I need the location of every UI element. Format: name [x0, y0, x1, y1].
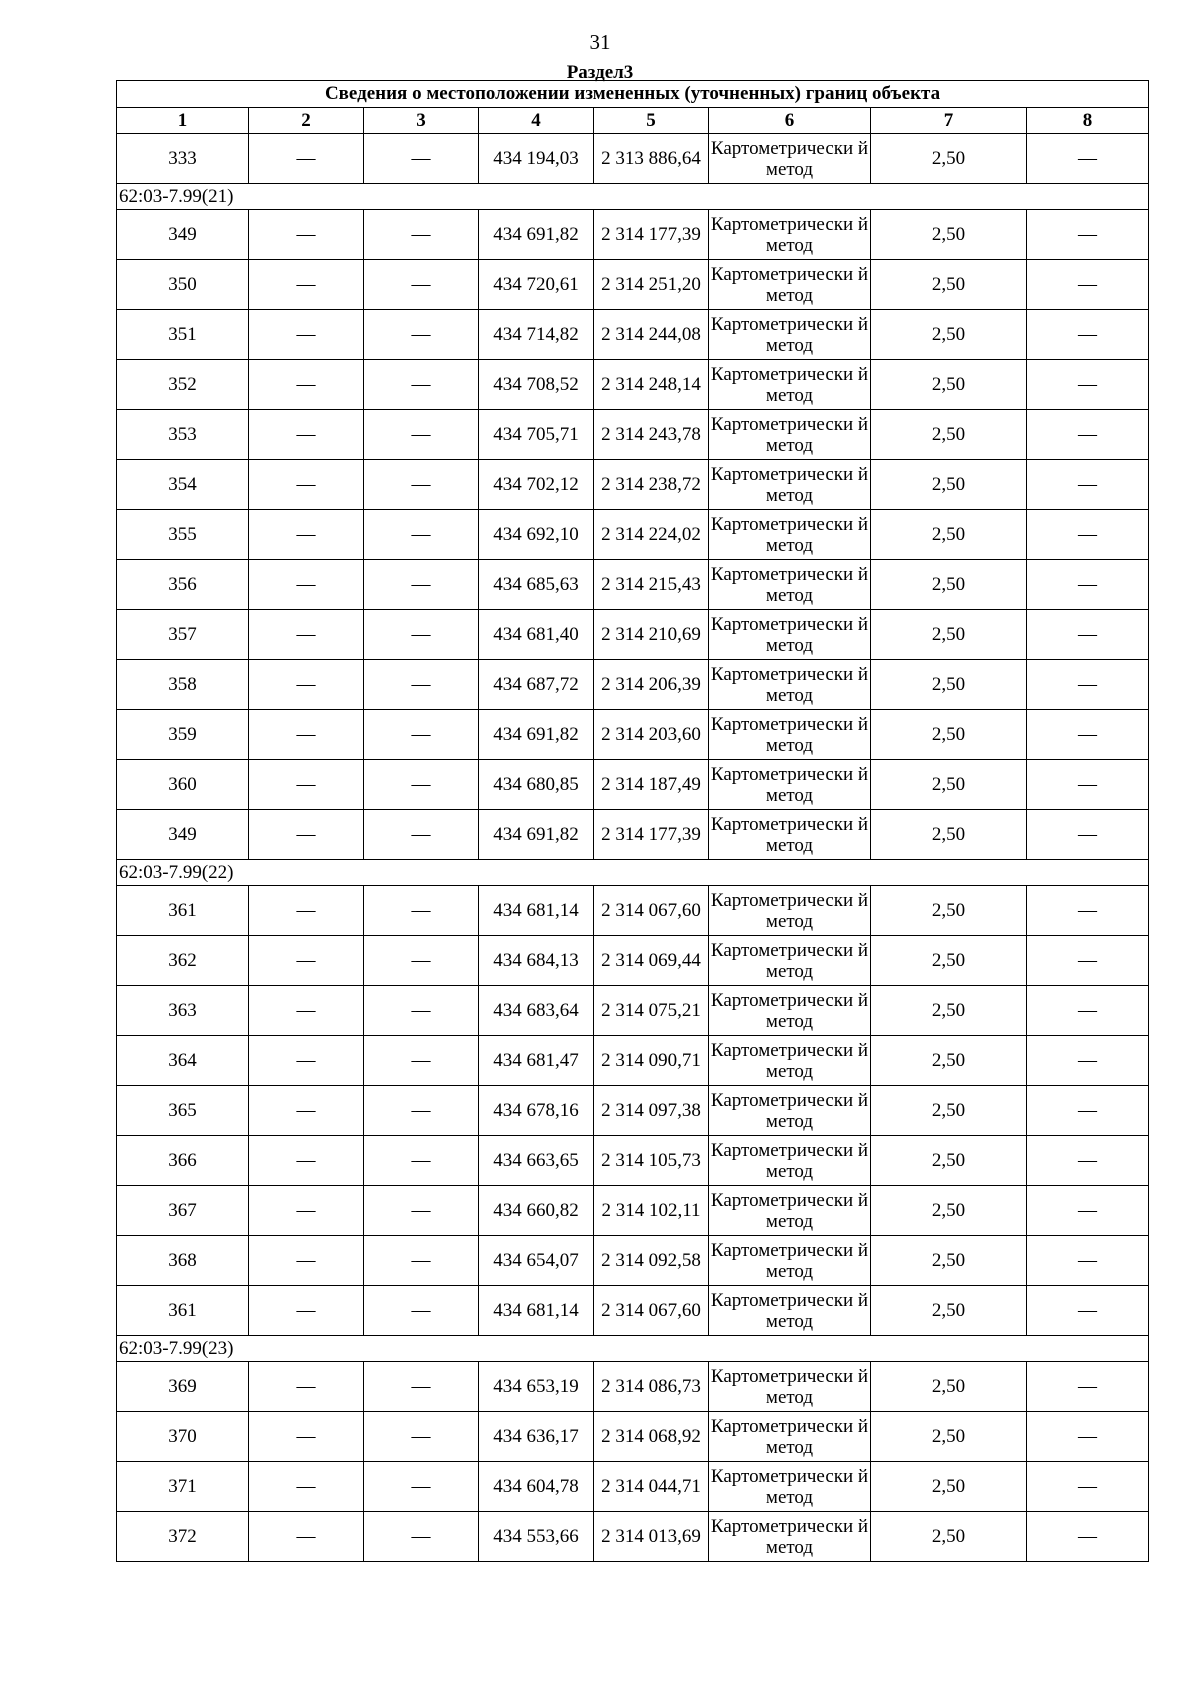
table-cell: 353	[117, 410, 249, 460]
table-cell: 434 678,16	[479, 1086, 594, 1136]
table-cell: —	[1027, 510, 1149, 560]
table-cell: —	[364, 886, 479, 936]
table-cell: —	[364, 660, 479, 710]
table-cell: 364	[117, 1036, 249, 1086]
table-row	[117, 210, 1149, 260]
table-cell: 349	[117, 210, 249, 260]
table-cell: —	[249, 1136, 364, 1186]
table-cell: 2 314 092,58	[594, 1236, 709, 1286]
table-cell: 372	[117, 1512, 249, 1562]
table-cell: Картометрически й метод	[709, 760, 871, 810]
table-cell: —	[1027, 410, 1149, 460]
table-cell: Картометрически й метод	[709, 410, 871, 460]
table-cell: 2 314 105,73	[594, 1136, 709, 1186]
table-cell: 352	[117, 360, 249, 410]
table-cell: 434 681,14	[479, 886, 594, 936]
table-cell: 365	[117, 1086, 249, 1136]
table-row	[117, 460, 1149, 510]
table-cell: 2,50	[871, 510, 1027, 560]
table-cell: —	[364, 460, 479, 510]
group-label: 62:03-7.99(21)	[117, 184, 1149, 210]
table-cell: —	[1027, 760, 1149, 810]
table-row	[117, 936, 1149, 986]
table-row	[117, 1136, 1149, 1186]
table-cell: 434 681,47	[479, 1036, 594, 1086]
table-cell: Картометрически й метод	[709, 1086, 871, 1136]
table-cell: 2,50	[871, 1462, 1027, 1512]
table-row	[117, 1412, 1149, 1462]
table-cell: 2,50	[871, 1036, 1027, 1086]
table-cell: 2 314 187,49	[594, 760, 709, 810]
table-cell: 2 314 251,20	[594, 260, 709, 310]
group-label: 62:03-7.99(23)	[117, 1336, 1149, 1362]
table-cell: —	[249, 360, 364, 410]
table-row	[117, 260, 1149, 310]
table-cell: —	[364, 1086, 479, 1136]
table-cell: —	[249, 1086, 364, 1136]
table-cell: —	[249, 1236, 364, 1286]
table-cell: 362	[117, 936, 249, 986]
table-cell: Картометрически й метод	[709, 660, 871, 710]
table-cell: —	[1027, 660, 1149, 710]
table-cell: —	[364, 1462, 479, 1512]
table-row	[117, 660, 1149, 710]
table-cell: —	[364, 760, 479, 810]
table-row	[117, 810, 1149, 860]
table-cell: 434 692,10	[479, 510, 594, 560]
table-cell: 434 683,64	[479, 986, 594, 1036]
table-cell: Картометрически й метод	[709, 260, 871, 310]
table-cell: —	[364, 1286, 479, 1336]
table-cell: —	[249, 1512, 364, 1562]
table-cell: 434 194,03	[479, 134, 594, 184]
table-cell: 434 685,63	[479, 560, 594, 610]
table-cell: —	[249, 1412, 364, 1462]
table-cell: 2,50	[871, 1136, 1027, 1186]
table-cell: 2,50	[871, 760, 1027, 810]
column-header: 6	[709, 108, 871, 134]
table-cell: —	[364, 1512, 479, 1562]
table-cell: 2 314 097,38	[594, 1086, 709, 1136]
table-cell: 2 314 090,71	[594, 1036, 709, 1086]
table-cell: Картометрически й метод	[709, 134, 871, 184]
table-cell: —	[364, 1412, 479, 1462]
column-header: 8	[1027, 108, 1149, 134]
table-cell: 367	[117, 1186, 249, 1236]
table-row	[117, 710, 1149, 760]
column-header: 7	[871, 108, 1027, 134]
table-cell: 2 314 210,69	[594, 610, 709, 660]
table-cell: —	[249, 810, 364, 860]
table-cell: —	[364, 710, 479, 760]
table-cell: —	[1027, 360, 1149, 410]
table-cell: —	[364, 1136, 479, 1186]
table-cell: 434 604,78	[479, 1462, 594, 1512]
table-cell: 2 314 044,71	[594, 1462, 709, 1512]
table-cell: —	[249, 1036, 364, 1086]
table-row	[117, 1186, 1149, 1236]
table-cell: Картометрически й метод	[709, 460, 871, 510]
table-cell: 371	[117, 1462, 249, 1512]
table-cell: 2 314 067,60	[594, 886, 709, 936]
table-cell: —	[364, 810, 479, 860]
table-cell: 434 654,07	[479, 1236, 594, 1286]
table-cell: 2 314 206,39	[594, 660, 709, 710]
table-cell: 2 314 248,14	[594, 360, 709, 410]
group-label: 62:03-7.99(22)	[117, 860, 1149, 886]
table-cell: —	[1027, 260, 1149, 310]
table-cell: Картометрически й метод	[709, 610, 871, 660]
table-cell: 2,50	[871, 360, 1027, 410]
table-cell: 359	[117, 710, 249, 760]
table-cell: 356	[117, 560, 249, 610]
table-cell: —	[1027, 710, 1149, 760]
table-cell: 434 702,12	[479, 460, 594, 510]
table-cell: —	[364, 1236, 479, 1286]
table-cell: Картометрически й метод	[709, 710, 871, 760]
table-cell: 2 314 102,11	[594, 1186, 709, 1236]
column-header: 1	[117, 108, 249, 134]
table-cell: —	[249, 410, 364, 460]
table-cell: Картометрически й метод	[709, 310, 871, 360]
table-cell: 2 314 086,73	[594, 1362, 709, 1412]
table-row	[117, 1512, 1149, 1562]
table-cell: —	[1027, 560, 1149, 610]
table-row	[117, 986, 1149, 1036]
table-row	[117, 760, 1149, 810]
table-cell: —	[249, 710, 364, 760]
group-row	[117, 860, 1149, 886]
table-cell: —	[1027, 1186, 1149, 1236]
table-cell: 2 314 215,43	[594, 560, 709, 610]
table-cell: 2,50	[871, 210, 1027, 260]
table-cell: 2 314 238,72	[594, 460, 709, 510]
table-cell: 434 553,66	[479, 1512, 594, 1562]
table-cell: Картометрически й метод	[709, 360, 871, 410]
table-cell: 434 705,71	[479, 410, 594, 460]
table-cell: —	[1027, 460, 1149, 510]
table-cell: 360	[117, 760, 249, 810]
table-cell: 434 691,82	[479, 210, 594, 260]
table-row	[117, 886, 1149, 936]
table-cell: 2,50	[871, 460, 1027, 510]
table-cell: 361	[117, 1286, 249, 1336]
table-cell: 2,50	[871, 710, 1027, 760]
table-cell: 363	[117, 986, 249, 1036]
table-row	[117, 510, 1149, 560]
table-cell: 2,50	[871, 1412, 1027, 1462]
table-cell: —	[1027, 1136, 1149, 1186]
table-cell: 350	[117, 260, 249, 310]
table-cell: Картометрически й метод	[709, 1136, 871, 1186]
table-cell: 434 720,61	[479, 260, 594, 310]
table-cell: 2 313 886,64	[594, 134, 709, 184]
table-cell: —	[1027, 986, 1149, 1036]
table-cell: —	[249, 936, 364, 986]
table-row	[117, 1036, 1149, 1086]
table-cell: —	[364, 360, 479, 410]
table-cell: Картометрически й метод	[709, 560, 871, 610]
table-row	[117, 1086, 1149, 1136]
table-cell: Картометрически й метод	[709, 886, 871, 936]
table-cell: —	[249, 660, 364, 710]
table-cell: —	[1027, 1086, 1149, 1136]
table-cell: 434 663,65	[479, 1136, 594, 1186]
table-cell: —	[249, 610, 364, 660]
table-cell: 2 314 244,08	[594, 310, 709, 360]
table-cell: 2,50	[871, 260, 1027, 310]
table-cell: —	[1027, 1412, 1149, 1462]
table-cell: 2,50	[871, 410, 1027, 460]
table-cell: Картометрически й метод	[709, 1186, 871, 1236]
table-cell: 369	[117, 1362, 249, 1412]
table-cell: —	[1027, 1462, 1149, 1512]
table-cell: 2,50	[871, 986, 1027, 1036]
table-cell: 355	[117, 510, 249, 560]
column-header: 2	[249, 108, 364, 134]
table-cell: 351	[117, 310, 249, 360]
table-cell: —	[364, 560, 479, 610]
table-cell: —	[364, 210, 479, 260]
table-row	[117, 1286, 1149, 1336]
table-row	[117, 1362, 1149, 1412]
table-cell: 2 314 177,39	[594, 210, 709, 260]
table-cell: 2,50	[871, 1186, 1027, 1236]
table-cell: 368	[117, 1236, 249, 1286]
table-cell: —	[249, 260, 364, 310]
table-cell: —	[1027, 936, 1149, 986]
table-cell: Картометрически й метод	[709, 986, 871, 1036]
table-cell: 2,50	[871, 1512, 1027, 1562]
table-cell: —	[249, 986, 364, 1036]
table-cell: 333	[117, 134, 249, 184]
table-cell: 366	[117, 1136, 249, 1186]
table-cell: Картометрически й метод	[709, 210, 871, 260]
page-number: 31	[589, 30, 611, 54]
table-cell: —	[249, 760, 364, 810]
table-cell: —	[1027, 810, 1149, 860]
table-cell: —	[364, 1036, 479, 1086]
table-row	[117, 1462, 1149, 1512]
table-cell: 361	[117, 886, 249, 936]
table-cell: —	[364, 986, 479, 1036]
table-cell: —	[364, 1362, 479, 1412]
table-cell: —	[249, 560, 364, 610]
table-cell: 2,50	[871, 610, 1027, 660]
table-cell: 434 636,17	[479, 1412, 594, 1462]
table-cell: —	[249, 210, 364, 260]
table-cell: 2 314 013,69	[594, 1512, 709, 1562]
table-cell: —	[364, 610, 479, 660]
table-cell: —	[1027, 1236, 1149, 1286]
table-cell: Картометрически й метод	[709, 936, 871, 986]
table-cell: —	[364, 510, 479, 560]
table-cell: 434 691,82	[479, 710, 594, 760]
table-cell: Картометрически й метод	[709, 1236, 871, 1286]
table-cell: 2 314 069,44	[594, 936, 709, 986]
table-cell: —	[249, 510, 364, 560]
table-cell: 2 314 068,92	[594, 1412, 709, 1462]
table-body	[117, 134, 1149, 1562]
table-cell: —	[364, 1186, 479, 1236]
table-title: Сведения о местоположении измененных (уточненных) границ объекта	[117, 81, 1149, 108]
table-row	[117, 1236, 1149, 1286]
table-cell: 2,50	[871, 1362, 1027, 1412]
table-cell: 434 681,14	[479, 1286, 594, 1336]
boundary-table	[116, 80, 1149, 1562]
table-cell: —	[249, 886, 364, 936]
table-row	[117, 310, 1149, 360]
table-cell: 2 314 203,60	[594, 710, 709, 760]
table-cell: —	[249, 1286, 364, 1336]
column-header: 5	[594, 108, 709, 134]
table-cell: —	[1027, 1036, 1149, 1086]
table-cell: —	[364, 310, 479, 360]
table-cell: 434 653,19	[479, 1362, 594, 1412]
table-cell: 2 314 177,39	[594, 810, 709, 860]
table-cell: 2,50	[871, 936, 1027, 986]
table-cell: 434 681,40	[479, 610, 594, 660]
section-label: Раздел3	[566, 62, 634, 83]
table-cell: —	[364, 936, 479, 986]
group-row	[117, 1336, 1149, 1362]
table-cell: —	[249, 1362, 364, 1412]
table-cell: 370	[117, 1412, 249, 1462]
table-cell: 2,50	[871, 1286, 1027, 1336]
table-cell: 2,50	[871, 1086, 1027, 1136]
table-cell: 434 708,52	[479, 360, 594, 410]
table-cell: Картометрически й метод	[709, 1512, 871, 1562]
table-cell: 2,50	[871, 810, 1027, 860]
table-cell: —	[249, 1186, 364, 1236]
table-cell: 2 314 075,21	[594, 986, 709, 1036]
table-cell: 2,50	[871, 660, 1027, 710]
group-row	[117, 184, 1149, 210]
table-cell: —	[1027, 1512, 1149, 1562]
table-cell: 2,50	[871, 134, 1027, 184]
column-header: 4	[479, 108, 594, 134]
table-cell: —	[1027, 210, 1149, 260]
table-cell: —	[1027, 310, 1149, 360]
table-cell: Картометрически й метод	[709, 1036, 871, 1086]
table-cell: 2,50	[871, 886, 1027, 936]
table-row	[117, 410, 1149, 460]
table-cell: 2,50	[871, 1236, 1027, 1286]
table-cell: 434 680,85	[479, 760, 594, 810]
table-cell: —	[1027, 1286, 1149, 1336]
table-cell: 434 660,82	[479, 1186, 594, 1236]
table-cell: —	[249, 310, 364, 360]
table-cell: 2,50	[871, 310, 1027, 360]
table-cell: —	[1027, 134, 1149, 184]
table-cell: Картометрически й метод	[709, 810, 871, 860]
column-header-row	[117, 108, 1149, 134]
table-cell: —	[249, 1462, 364, 1512]
column-header: 3	[364, 108, 479, 134]
table-row	[117, 610, 1149, 660]
table-cell: —	[249, 134, 364, 184]
table-cell: Картометрически й метод	[709, 1362, 871, 1412]
table-row	[117, 134, 1149, 184]
table-cell: 434 687,72	[479, 660, 594, 710]
table-cell: 434 691,82	[479, 810, 594, 860]
table-cell: —	[1027, 1362, 1149, 1412]
table-cell: —	[1027, 886, 1149, 936]
table-cell: 349	[117, 810, 249, 860]
table-cell: Картометрически й метод	[709, 1462, 871, 1512]
table-cell: 358	[117, 660, 249, 710]
table-cell: —	[1027, 610, 1149, 660]
table-cell: Картометрически й метод	[709, 1286, 871, 1336]
table-cell: —	[249, 460, 364, 510]
table-row	[117, 360, 1149, 410]
table-cell: 2 314 067,60	[594, 1286, 709, 1336]
table-title-row	[117, 81, 1149, 108]
table-cell: 357	[117, 610, 249, 660]
table-row	[117, 560, 1149, 610]
table-cell: 2 314 243,78	[594, 410, 709, 460]
table-cell: 2 314 224,02	[594, 510, 709, 560]
table-cell: —	[364, 410, 479, 460]
table-cell: —	[364, 260, 479, 310]
table-cell: —	[364, 134, 479, 184]
table-cell: Картометрически й метод	[709, 510, 871, 560]
table-cell: 354	[117, 460, 249, 510]
table-cell: Картометрически й метод	[709, 1412, 871, 1462]
table-cell: 434 714,82	[479, 310, 594, 360]
table-cell: 2,50	[871, 560, 1027, 610]
table-cell: 434 684,13	[479, 936, 594, 986]
